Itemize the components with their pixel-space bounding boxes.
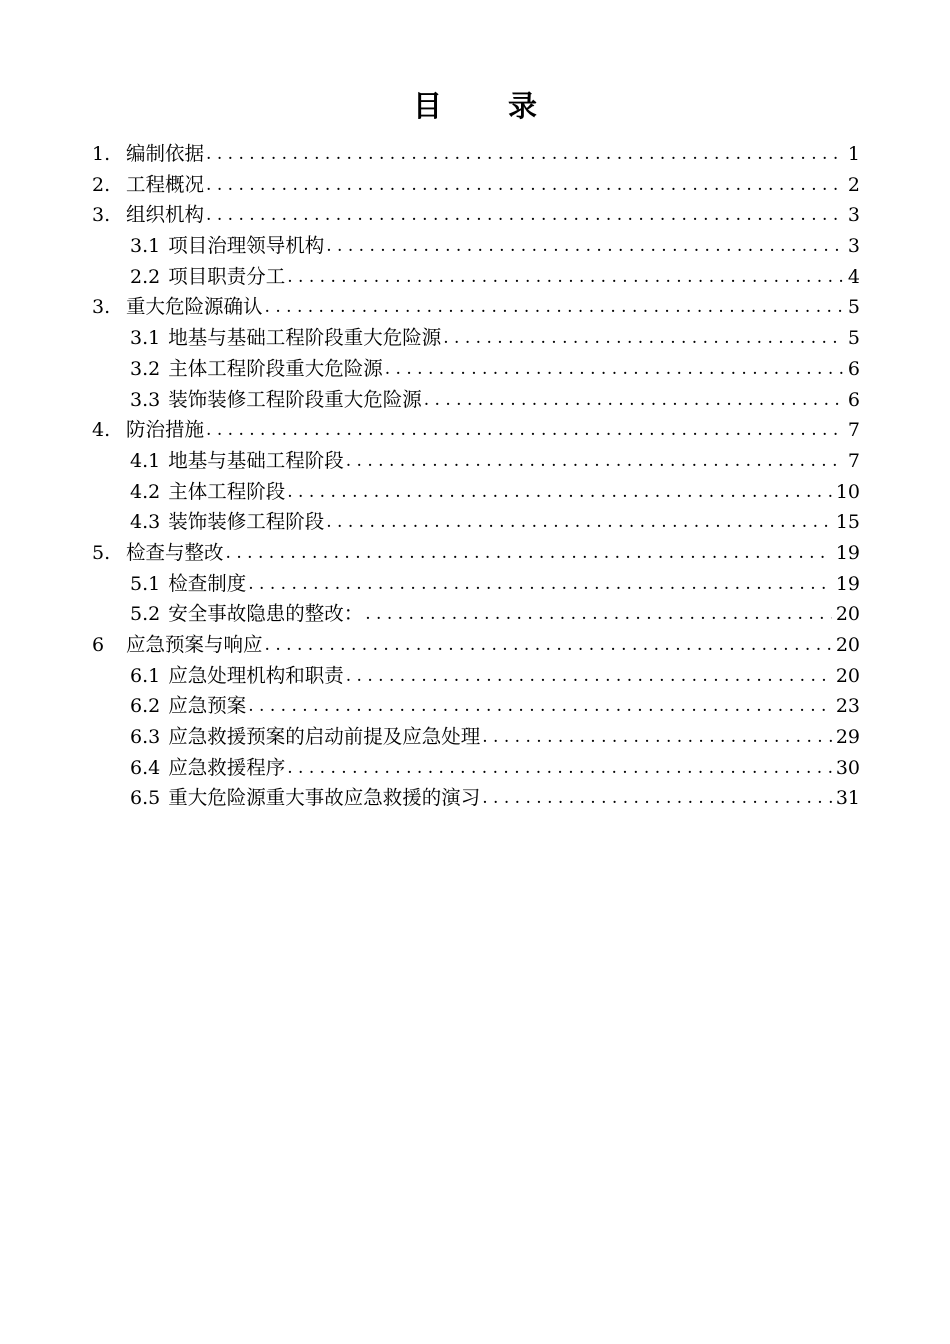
toc-dot-leader: [385, 354, 844, 385]
toc-entry-page-number: 7: [847, 449, 860, 472]
toc-entry-number: 6: [92, 634, 105, 656]
toc-entry-number: 4.3: [130, 511, 161, 534]
toc-entry-number: 3.: [92, 204, 111, 227]
toc-entry-page-number: 5: [847, 296, 860, 319]
toc-entry-page-number: 10: [835, 480, 860, 503]
toc-entry[interactable]: [92, 385, 860, 416]
toc-dot-leader: [248, 691, 832, 722]
toc-entry-number: 4.1: [130, 449, 161, 472]
toc-entry-page-number: 31: [835, 787, 860, 810]
toc-entry-number: 5.: [92, 541, 111, 564]
toc-entry-page-number: 30: [835, 756, 860, 779]
toc-entry-title: 重大危险源重大事故应急救援的演习: [168, 786, 481, 810]
toc-entry-page-number: 5: [847, 327, 860, 350]
toc-entry-title: 重大危险源确认: [126, 295, 263, 319]
toc-entry-number: 1.: [92, 143, 111, 165]
toc-entry-number: 2.: [92, 173, 111, 196]
toc-entry-number: 3.1: [130, 235, 161, 258]
toc-entry-title: 检查制度: [168, 571, 247, 595]
toc-entry-number: 4.: [92, 419, 111, 442]
toc-entry-title: 安全事故隐患的整改：: [168, 602, 364, 626]
toc-entry-page-number: 1: [847, 143, 860, 165]
toc-entry[interactable]: [92, 139, 860, 170]
toc-dot-leader: [424, 385, 844, 416]
toc-entry-number: 6.1: [130, 664, 161, 687]
toc-entry-page-number: 6: [847, 357, 860, 380]
toc-entry-title: 组织机构: [126, 203, 205, 227]
toc-dot-leader: [346, 446, 844, 477]
toc-entry[interactable]: [92, 200, 860, 231]
toc-dot-leader: [206, 170, 844, 201]
toc-entry-title: 应急预案与响应: [126, 633, 263, 656]
toc-entry-page-number: 20: [835, 603, 860, 626]
toc-entry-page-number: 6: [847, 388, 860, 411]
toc-dot-leader: [226, 538, 832, 569]
toc-entry[interactable]: [92, 262, 860, 293]
toc-entry[interactable]: [92, 292, 860, 323]
toc-entry-number: 3.2: [130, 357, 161, 380]
toc-entry[interactable]: [92, 323, 860, 354]
toc-entry-number: 3.1: [130, 327, 161, 350]
toc-dot-leader: [287, 477, 832, 508]
toc-entry[interactable]: [92, 507, 860, 538]
toc-title: 目 录: [412, 89, 566, 123]
toc-dot-leader: [206, 200, 844, 231]
toc-entry-page-number: 7: [847, 419, 860, 442]
toc-dot-leader: [206, 139, 844, 170]
toc-dot-leader: [287, 753, 832, 784]
toc-entry[interactable]: [92, 599, 860, 630]
toc-dot-leader: [326, 507, 832, 538]
toc-entry[interactable]: [92, 354, 860, 385]
toc-entry-title: 装饰装修工程阶段: [168, 510, 325, 534]
toc-dot-leader: [482, 783, 832, 814]
toc-dot-leader: [482, 722, 832, 753]
toc-entry-title: 检查与整改: [126, 540, 224, 564]
toc-entry-number: 2.2: [130, 265, 161, 288]
toc-entry[interactable]: [92, 231, 860, 262]
toc-entry-title: 防治措施: [126, 418, 205, 442]
toc-entry-title: 应急救援程序: [168, 755, 286, 779]
toc-entry-title: 装饰装修工程阶段重大危险源: [168, 387, 422, 411]
toc-dot-leader: [326, 231, 844, 262]
toc-entry[interactable]: [92, 722, 860, 753]
toc-entry-number: 3.: [92, 296, 111, 319]
table-of-contents: [92, 139, 860, 814]
toc-entry[interactable]: [92, 170, 860, 201]
toc-entry-page-number: 4: [847, 265, 860, 288]
toc-entry[interactable]: [92, 630, 860, 661]
toc-entry-number: 6.4: [130, 756, 161, 779]
toc-entry-page-number: 29: [835, 726, 860, 749]
toc-entry-title: 编制依据: [126, 142, 205, 165]
toc-entry-page-number: 3: [847, 204, 860, 227]
toc-entry-title: 地基与基础工程阶段: [168, 448, 344, 472]
toc-entry[interactable]: [92, 538, 860, 569]
toc-entry[interactable]: [92, 415, 860, 446]
toc-entry-page-number: 20: [835, 634, 860, 656]
toc-entry-number: 6.3: [130, 726, 161, 749]
toc-entry-title: 地基与基础工程阶段重大危险源: [168, 326, 442, 350]
toc-entry-page-number: 2: [847, 173, 860, 196]
toc-entry-title: 应急预案: [168, 694, 247, 718]
toc-entry[interactable]: [92, 691, 860, 722]
toc-entry[interactable]: [92, 569, 860, 600]
toc-dot-leader: [265, 292, 844, 323]
toc-entry-title: 主体工程阶段重大危险源: [168, 356, 383, 380]
toc-entry-number: 4.2: [130, 480, 161, 503]
toc-entry-title: 主体工程阶段: [168, 479, 286, 503]
toc-dot-leader: [206, 415, 844, 446]
toc-dot-leader: [346, 661, 832, 692]
toc-entry-title: 应急救援预案的启动前提及应急处理: [168, 725, 481, 749]
toc-entry[interactable]: [92, 661, 860, 692]
toc-entry-page-number: 19: [835, 541, 860, 564]
toc-entry[interactable]: [92, 477, 860, 508]
toc-entry-title: 项目治理领导机构: [168, 234, 325, 258]
toc-entry-number: 5.1: [130, 572, 161, 595]
toc-entry-number: 6.5: [130, 787, 161, 810]
toc-entry-page-number: 23: [835, 695, 860, 718]
toc-dot-leader: [248, 569, 832, 600]
toc-entry-title: 项目职责分工: [168, 264, 286, 288]
toc-entry-page-number: 15: [835, 511, 860, 534]
toc-entry-number: 3.3: [130, 388, 161, 411]
toc-entry-page-number: 19: [835, 572, 860, 595]
toc-entry-number: 5.2: [130, 603, 161, 626]
toc-entry-title: 应急处理机构和职责: [168, 663, 344, 687]
toc-entry-page-number: 20: [835, 664, 860, 687]
toc-entry[interactable]: [92, 446, 860, 477]
toc-entry-title: 工程概况: [126, 172, 205, 196]
toc-entry[interactable]: [92, 783, 860, 814]
toc-dot-leader: [287, 262, 844, 293]
toc-entry-page-number: 3: [847, 235, 860, 258]
toc-dot-leader: [265, 630, 832, 661]
toc-dot-leader: [443, 323, 844, 354]
toc-entry[interactable]: [92, 753, 860, 784]
toc-dot-leader: [365, 599, 832, 630]
toc-entry-number: 6.2: [130, 695, 161, 718]
